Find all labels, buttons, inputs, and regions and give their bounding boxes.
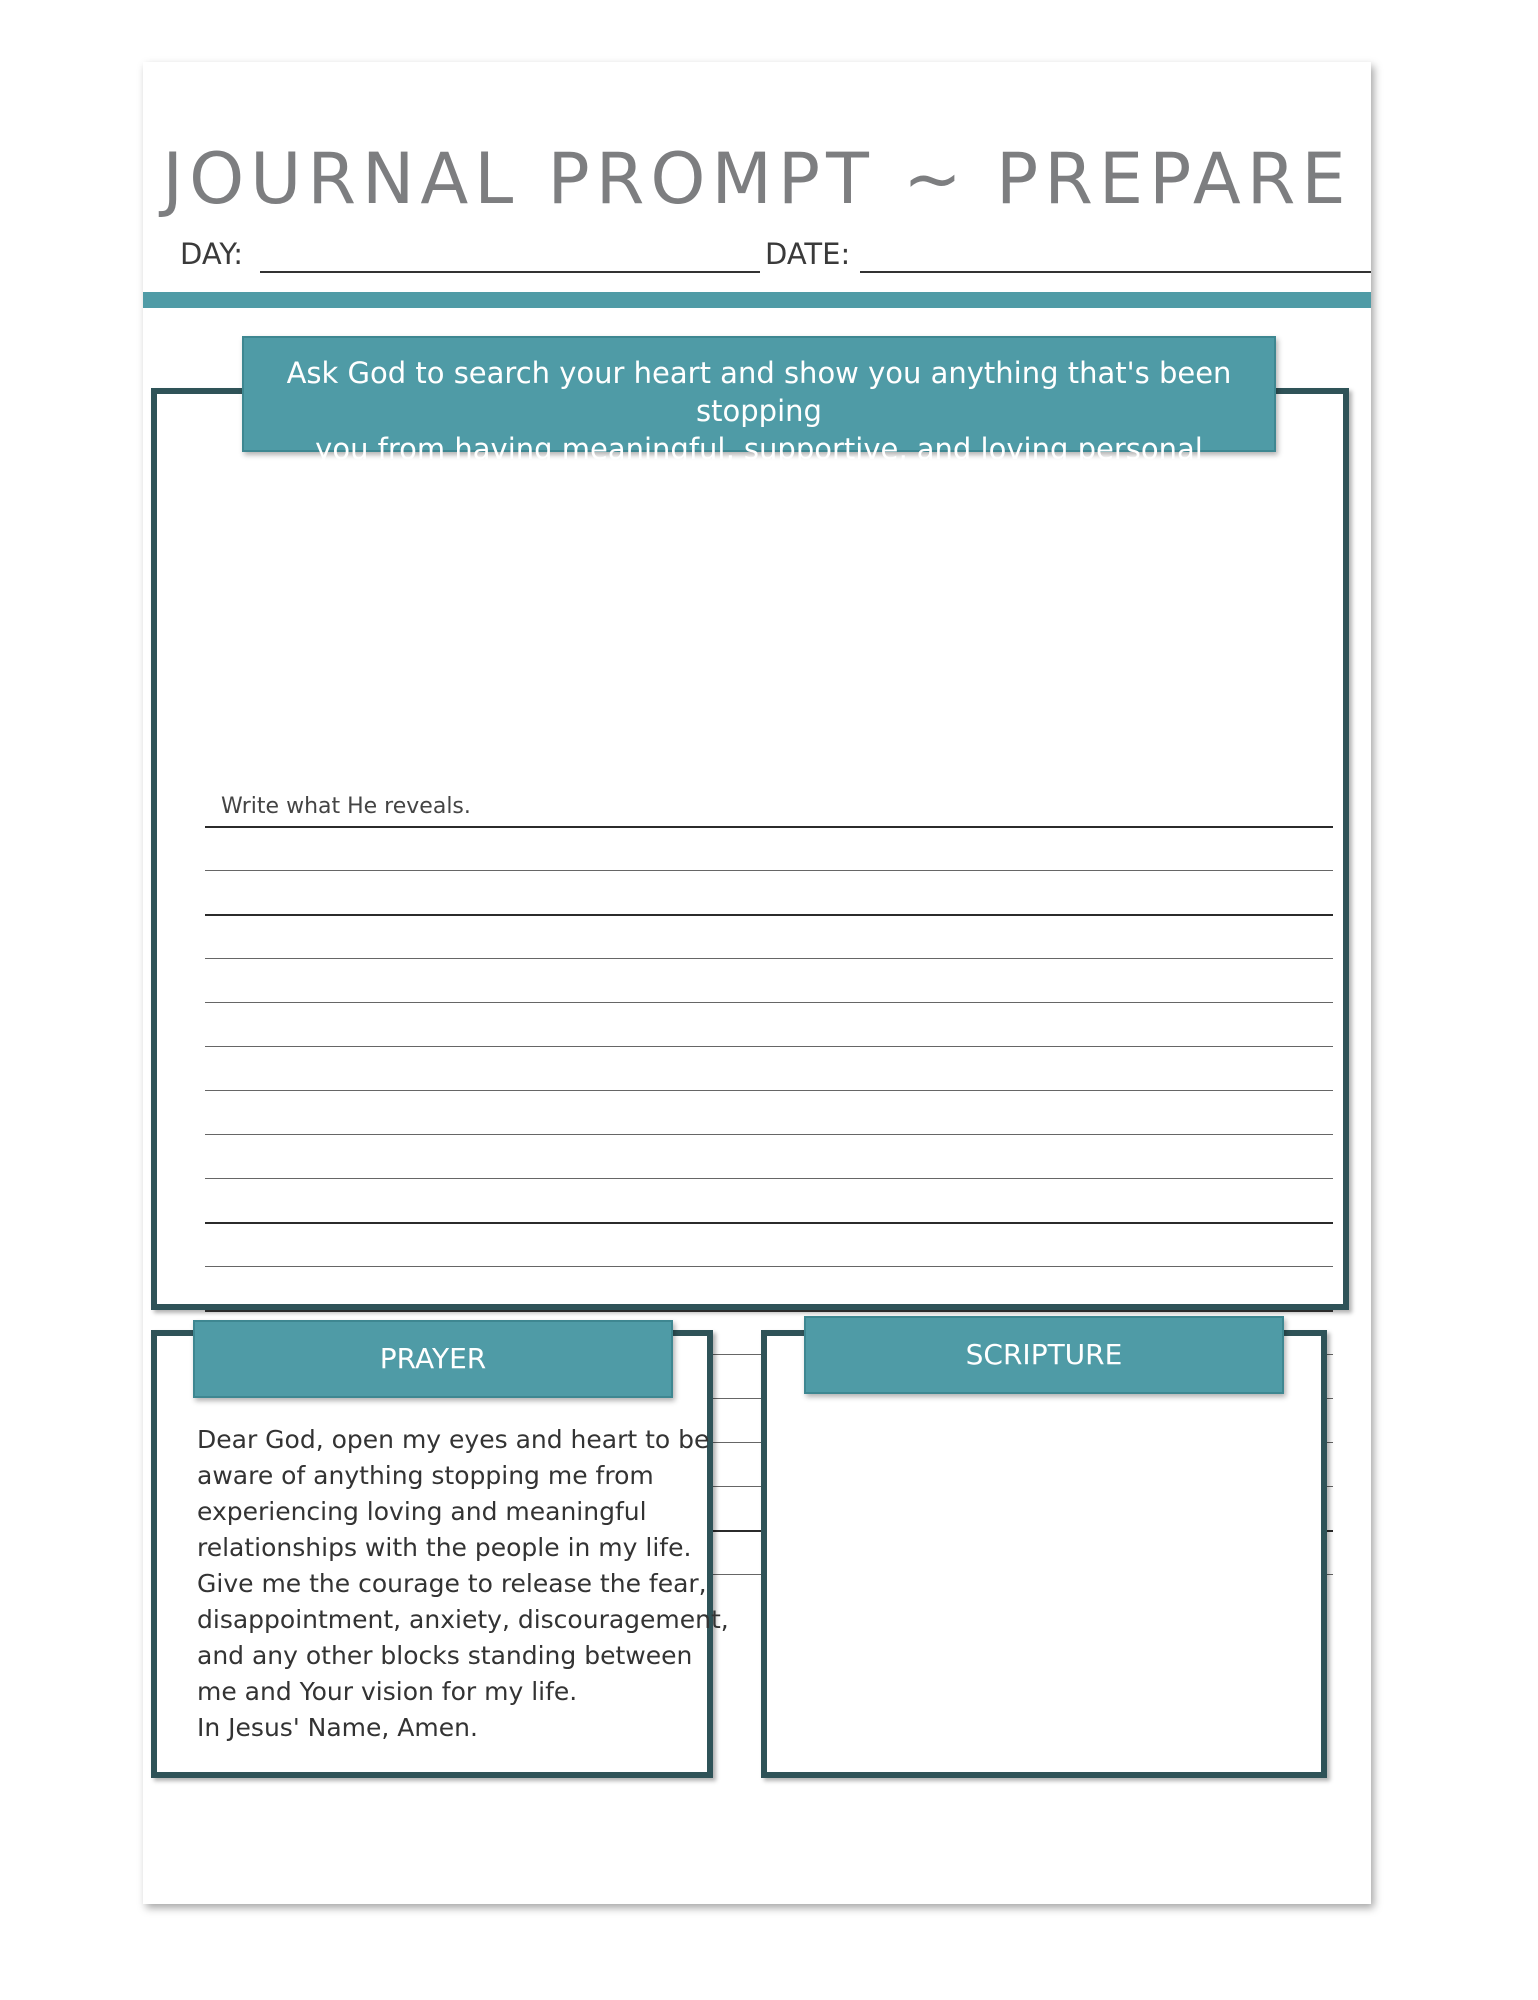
- day-label: DAY:: [180, 237, 244, 271]
- writing-line[interactable]: [205, 1002, 1333, 1003]
- prompt-banner: [242, 336, 1276, 504]
- prayer-line: Dear God, open my eyes and heart to be: [197, 1425, 710, 1454]
- prayer-line: and any other blocks standing between: [197, 1641, 693, 1670]
- write-instruction: Write what He reveals.: [221, 794, 471, 819]
- prayer-line: Give me the courage to release the fear,: [197, 1569, 707, 1598]
- writing-line[interactable]: [205, 1090, 1333, 1091]
- day-field-line[interactable]: [260, 271, 760, 273]
- prayer-line: In Jesus' Name, Amen.: [197, 1713, 478, 1742]
- writing-line[interactable]: [205, 958, 1333, 959]
- prayer-line: experiencing loving and meaningful: [197, 1497, 647, 1526]
- writing-line[interactable]: [205, 1134, 1333, 1135]
- writing-line[interactable]: [205, 914, 1333, 916]
- date-field-line[interactable]: [860, 271, 1371, 273]
- writing-line[interactable]: [205, 1310, 1333, 1312]
- writing-line[interactable]: [205, 1222, 1333, 1224]
- writing-line[interactable]: [205, 870, 1333, 871]
- journal-page: [143, 62, 1371, 1904]
- writing-line[interactable]: [205, 1178, 1333, 1179]
- prayer-line: me and Your vision for my life.: [197, 1677, 578, 1706]
- writing-line[interactable]: [205, 826, 1333, 828]
- prayer-line: aware of anything stopping me from: [197, 1461, 654, 1490]
- prayer-heading: [193, 1320, 673, 1398]
- scripture-heading-label: SCRIPTURE: [965, 1338, 1123, 1371]
- writing-line[interactable]: [205, 1046, 1333, 1047]
- page-title: JOURNAL PROMPT ~ PREPARE: [162, 138, 1352, 220]
- header-divider-bar: [143, 292, 1371, 308]
- prayer-line: relationships with the people in my life.: [197, 1533, 692, 1562]
- prayer-line: disappointment, anxiety, discouragement,: [197, 1605, 729, 1634]
- day-date-row: [180, 232, 1371, 282]
- journal-box: [151, 388, 1349, 1310]
- scripture-heading: [804, 1316, 1284, 1394]
- prayer-heading-label: PRAYER: [379, 1342, 487, 1375]
- scripture-box[interactable]: [761, 1330, 1327, 1778]
- writing-line[interactable]: [205, 1266, 1333, 1267]
- date-label: DATE:: [765, 237, 851, 271]
- prompt-line: you from having meaningful, supportive, and loving personal relationships: [315, 432, 1203, 504]
- prompt-line: Ask God to search your heart and show you anything that's been stopping: [286, 356, 1232, 428]
- prayer-text: [197, 1422, 729, 1746]
